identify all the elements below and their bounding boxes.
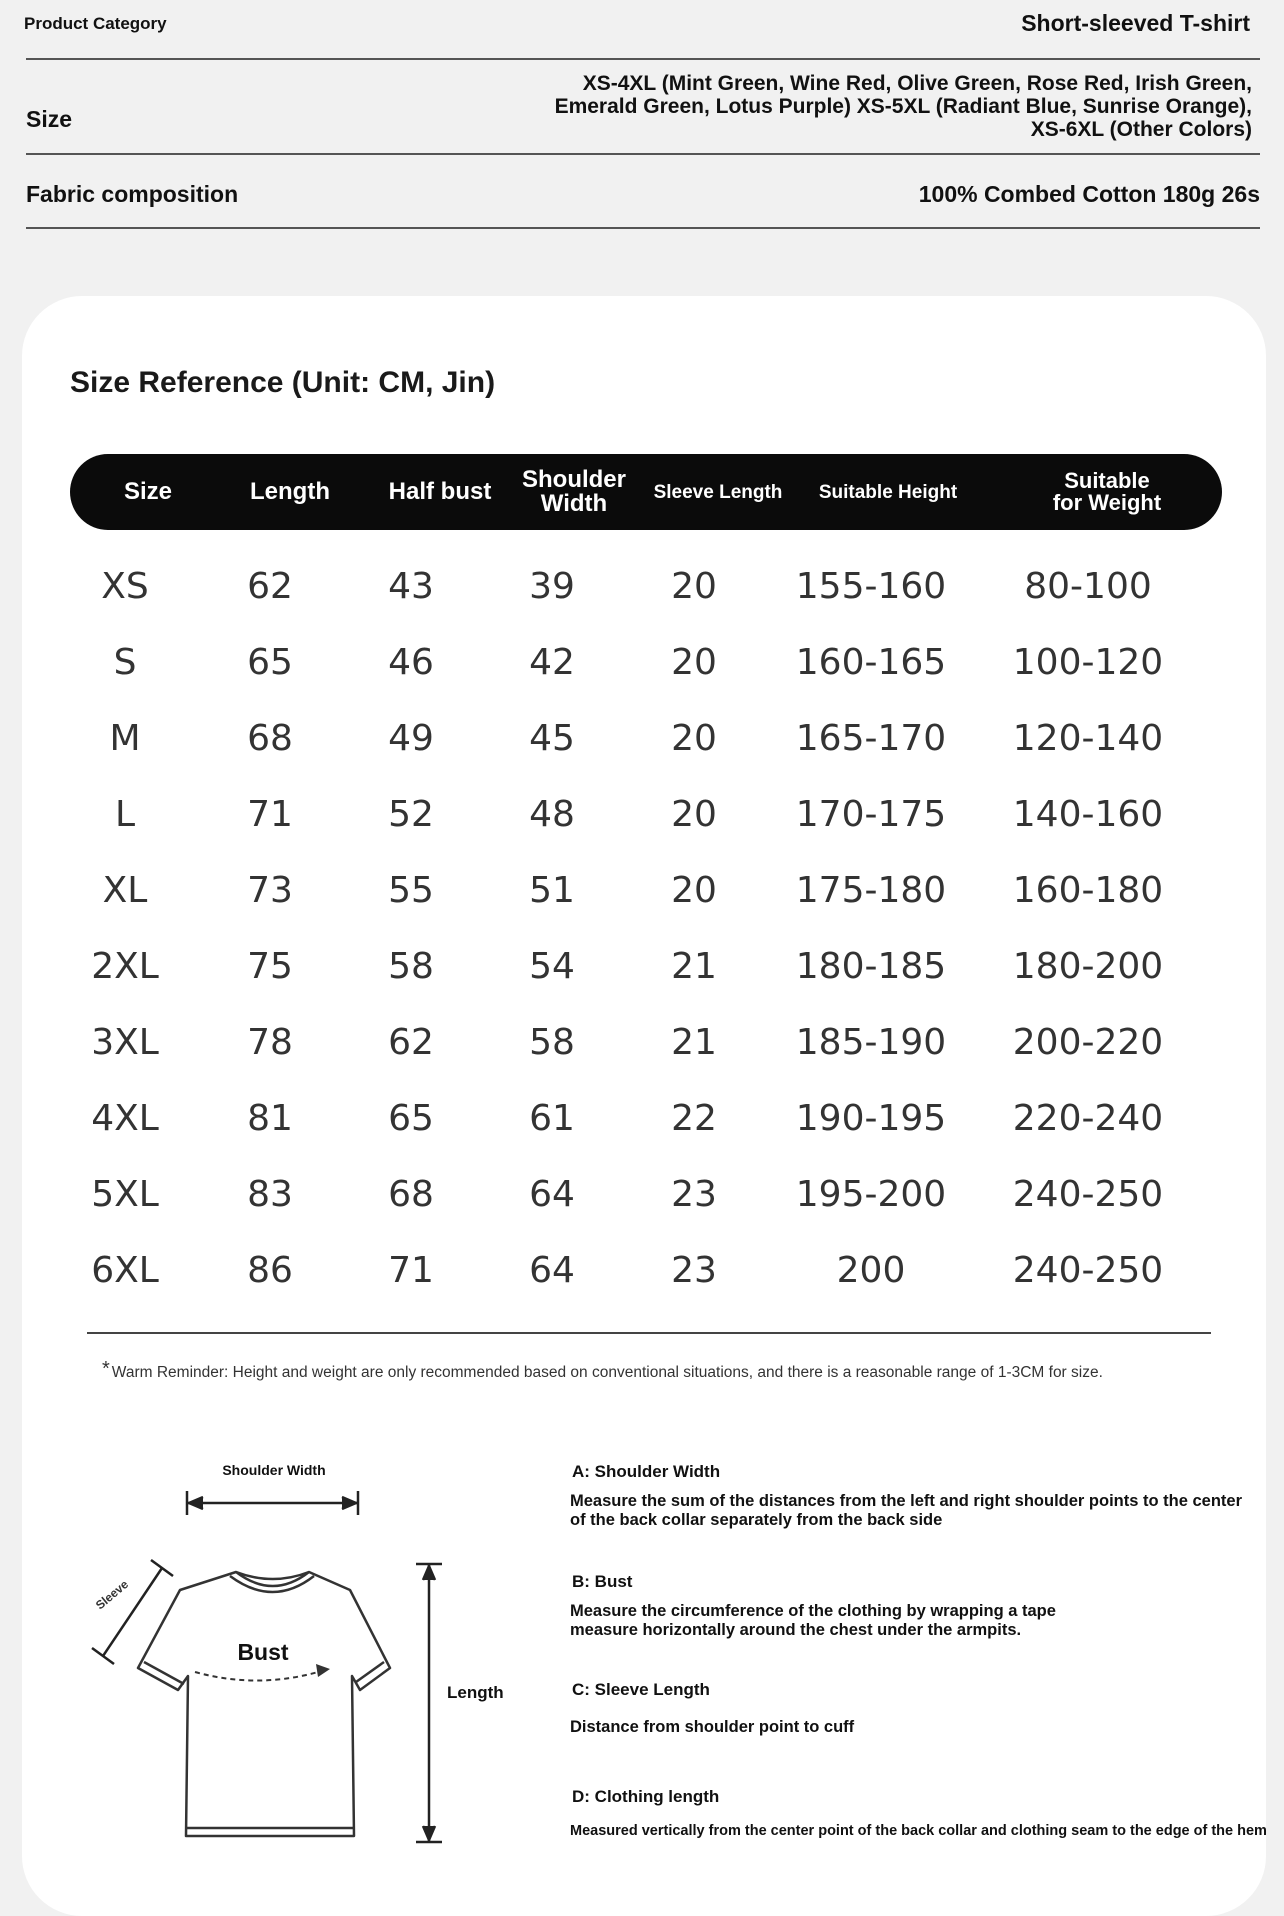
cell-sleeve-length: 22 (671, 1097, 717, 1139)
sleeve-label: Sleeve (92, 1577, 132, 1613)
cell-suitable-weight: 240-250 (1012, 1173, 1164, 1215)
cell-size: 2XL (91, 945, 159, 987)
reminder-text: Warm Reminder: Height and weight are only recommended based on conventional situations, and there is a reasonable range of 1-3CM for size. (111, 1364, 1103, 1381)
definition-title: B: Bust (572, 1572, 633, 1591)
definition-text: Measure the sum of the distances from the left and right shoulder points to the center of the back collar separately from the back side (570, 1492, 1243, 1529)
cell-size: XS (101, 565, 149, 607)
cell-size: 6XL (91, 1249, 159, 1291)
cell-suitable-height: 185-190 (795, 1021, 947, 1063)
cell-suitable-height: 165-170 (795, 717, 947, 759)
tshirt-measurement-diagram (0, 0, 540, 1870)
header-size: Size (123, 478, 173, 505)
cell-half-bust: 58 (388, 945, 434, 987)
cell-suitable-height: 170-175 (795, 793, 947, 835)
header-half-bust: Half bust (388, 478, 492, 505)
header-sleeve-length: Sleeve Length (653, 481, 783, 503)
cell-suitable-weight: 240-250 (1012, 1249, 1164, 1291)
fabric-label: Fabric composition (26, 181, 239, 207)
cell-suitable-height: 175-180 (795, 869, 947, 911)
cell-half-bust: 55 (388, 869, 434, 911)
header-length: Length (250, 478, 330, 505)
cell-sleeve-length: 20 (671, 717, 717, 759)
fabric-value: 100% Combed Cotton 180g 26s (918, 181, 1260, 207)
definition-sleeve-length (548, 1680, 1248, 1737)
cell-size: 3XL (91, 1021, 159, 1063)
cell-sleeve-length: 20 (671, 869, 717, 911)
cell-sleeve-length: 21 (671, 1021, 717, 1063)
cell-length: 81 (247, 1097, 293, 1139)
cell-length: 71 (247, 793, 293, 835)
definition-bust (548, 1572, 1248, 1640)
tshirt-outline (138, 1572, 390, 1836)
cell-length: 83 (247, 1173, 293, 1215)
product-category-value: Short-sleeved T-shirt (1021, 10, 1250, 36)
cell-shoulder-width: 42 (529, 641, 575, 683)
cell-shoulder-width: 58 (529, 1021, 575, 1063)
cell-suitable-height: 200 (836, 1249, 906, 1291)
cell-size: L (114, 793, 136, 835)
header-suitable-height: Suitable Height (818, 481, 958, 503)
length-arrow (416, 1564, 442, 1842)
definition-text: Measured vertically from the center point of the back collar and clothing seam to the edge of the hem (570, 1823, 1267, 1839)
definition-shoulder-width (548, 1462, 1248, 1530)
cell-suitable-height: 180-185 (795, 945, 947, 987)
cell-length: 73 (247, 869, 293, 911)
shoulder-width-arrow (187, 1491, 358, 1515)
cell-shoulder-width: 64 (529, 1249, 575, 1291)
cell-shoulder-width: 64 (529, 1173, 575, 1215)
cell-sleeve-length: 21 (671, 945, 717, 987)
cell-size: 5XL (91, 1173, 159, 1215)
cell-sleeve-length: 20 (671, 565, 717, 607)
cell-suitable-weight: 80-100 (1024, 565, 1152, 607)
cell-suitable-weight: 140-160 (1012, 793, 1164, 835)
cell-sleeve-length: 23 (671, 1249, 717, 1291)
cell-shoulder-width: 61 (529, 1097, 575, 1139)
cell-shoulder-width: 48 (529, 793, 575, 835)
definition-text: Distance from shoulder point to cuff (570, 1718, 855, 1736)
cell-half-bust: 62 (388, 1021, 434, 1063)
cell-length: 86 (247, 1249, 293, 1291)
size-label: Size (26, 106, 73, 132)
cell-length: 68 (247, 717, 293, 759)
cell-shoulder-width: 39 (529, 565, 575, 607)
cell-suitable-height: 195-200 (795, 1173, 947, 1215)
cell-size: M (109, 717, 141, 759)
cell-suitable-height: 160-165 (795, 641, 947, 683)
size-reference-title: Size Reference (Unit: CM, Jin) (70, 366, 496, 399)
cell-suitable-weight: 120-140 (1012, 717, 1164, 759)
cell-sleeve-length: 20 (671, 641, 717, 683)
definition-title: A: Shoulder Width (572, 1462, 721, 1481)
cell-size: S (113, 641, 137, 683)
reminder-star: * (102, 1358, 110, 1380)
cell-size: 4XL (91, 1097, 159, 1139)
cell-suitable-height: 155-160 (795, 565, 947, 607)
header-suitable-weight: Suitable for Weight (1052, 468, 1162, 515)
cell-suitable-weight: 200-220 (1012, 1021, 1164, 1063)
length-label: Length (447, 1683, 504, 1702)
definition-text: Measure the circumference of the clothing by wrapping a tape measure horizontally around the chest under the armpits. (570, 1602, 1056, 1639)
cell-length: 75 (247, 945, 293, 987)
cell-length: 62 (247, 565, 293, 607)
cell-sleeve-length: 23 (671, 1173, 717, 1215)
cell-size: XL (102, 869, 148, 911)
cell-suitable-weight: 100-120 (1012, 641, 1164, 683)
cell-suitable-weight: 160-180 (1012, 869, 1164, 911)
definition-title: D: Clothing length (572, 1787, 720, 1806)
cell-half-bust: 65 (388, 1097, 434, 1139)
bust-label: Bust (237, 1639, 289, 1665)
cell-half-bust: 43 (388, 565, 434, 607)
cell-half-bust: 71 (388, 1249, 434, 1291)
cell-half-bust: 52 (388, 793, 434, 835)
size-value: XS-4XL (Mint Green, Wine Red, Olive Green, Rose Red, Irish Green, Emerald Green, Lotus Purple) XS-5XL (Radiant Blue, Sunrise Orange), XS-6XL (Other Colors) (554, 72, 1252, 141)
cell-suitable-weight: 180-200 (1012, 945, 1164, 987)
cell-length: 65 (247, 641, 293, 683)
cell-half-bust: 46 (388, 641, 434, 683)
cell-half-bust: 49 (388, 717, 434, 759)
shoulder-width-label: Shoulder Width (222, 1462, 326, 1478)
header-shoulder-width: Shoulder Width (521, 466, 626, 517)
cell-length: 78 (247, 1021, 293, 1063)
definition-clothing-length (548, 1787, 1267, 1840)
cell-sleeve-length: 20 (671, 793, 717, 835)
cell-suitable-weight: 220-240 (1012, 1097, 1164, 1139)
product-category-label: Product Category (24, 14, 167, 33)
cell-shoulder-width: 45 (529, 717, 575, 759)
cell-suitable-height: 190-195 (795, 1097, 947, 1139)
definition-title: C: Sleeve Length (572, 1680, 710, 1699)
cell-half-bust: 68 (388, 1173, 434, 1215)
cell-shoulder-width: 51 (529, 869, 575, 911)
cell-shoulder-width: 54 (529, 945, 575, 987)
